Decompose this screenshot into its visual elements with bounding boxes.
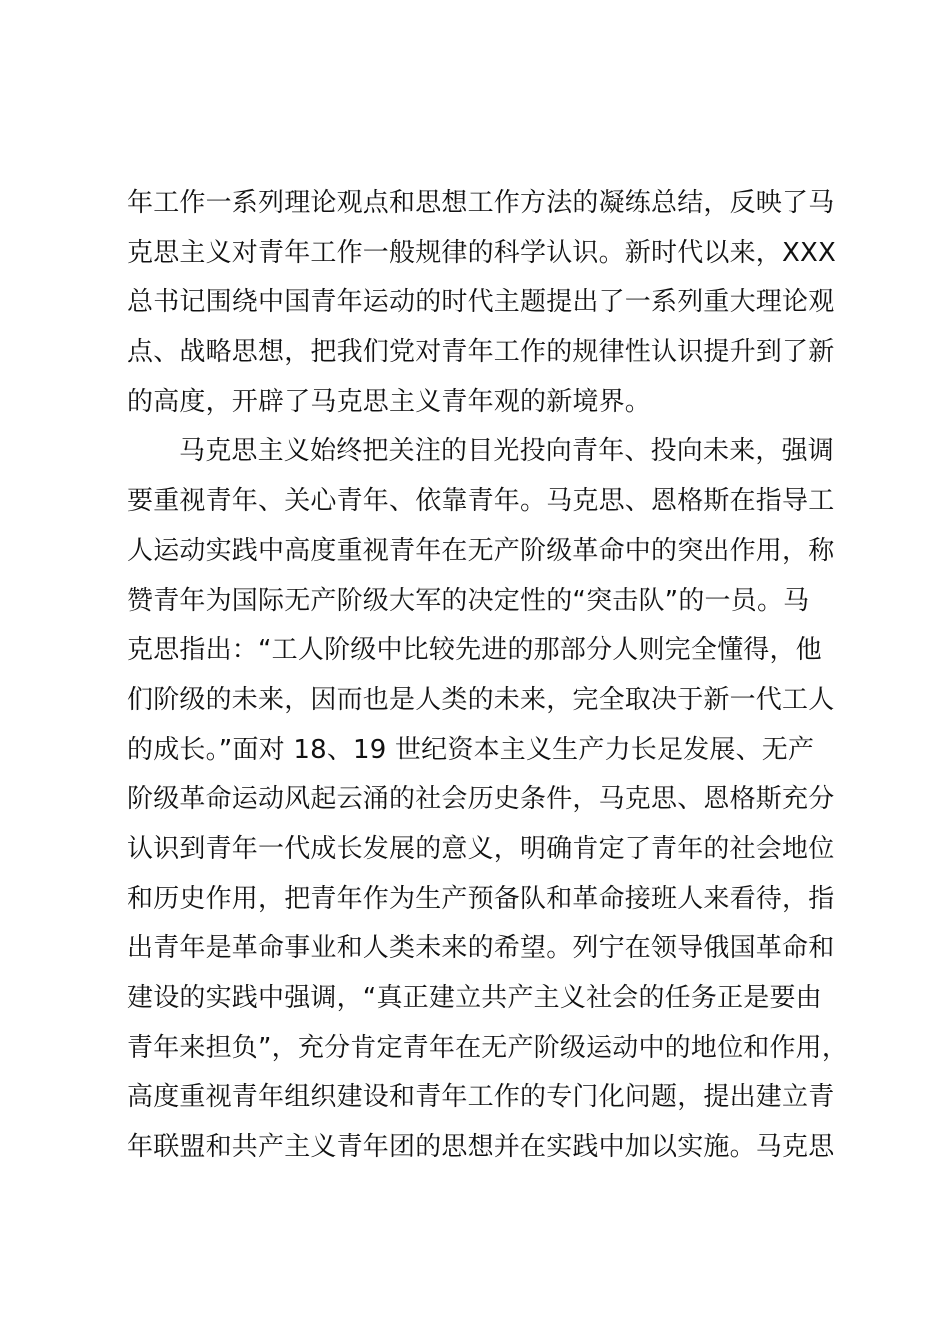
text-line: 赞青年为国际无产阶级大军的决定性的“突击队”的一员。马 <box>127 585 810 616</box>
text-line: 阶级革命运动风起云涌的社会历史条件，马克思、恩格斯充分 <box>127 784 835 815</box>
text-line: 点、战略思想，把我们党对青年工作的规律性认识提升到了新 <box>127 337 835 368</box>
text-line: 年工作一系列理论观点和思想工作方法的凝练总结，反映了马 <box>127 188 835 218</box>
text-line: 总书记围绕中国青年运动的时代主题提出了一系列重大理论观 <box>127 287 835 318</box>
text-line: 人运动实践中高度重视青年在无产阶级革命中的突出作用，称 <box>127 535 835 566</box>
text-line: 们阶级的未来，因而也是人类的未来，完全取决于新一代工人 <box>127 684 835 715</box>
text-line: 和历史作用，把青年作为生产预备队和革命接班人来看待，指 <box>127 883 835 914</box>
paragraph-1 <box>127 179 847 427</box>
body-text <box>127 179 847 1173</box>
text-line: 克思指出：“工人阶级中比较先进的那部分人则完全懂得，他 <box>127 635 822 666</box>
text-line: 认识到青年一代成长发展的意义，明确肯定了青年的社会地位 <box>127 833 835 864</box>
text-line: 建设的实践中强调，“真正建立共产主义社会的任务正是要由 <box>127 983 822 1013</box>
text-line: 年联盟和共产主义青年团的思想并在实践中加以实施。马克思 <box>127 1132 835 1163</box>
text-line: 马克思主义始终把关注的目光投向青年、投向未来，强调 <box>179 436 835 467</box>
paragraph-2 <box>127 427 847 1172</box>
text-line: 青年来担负”，充分肯定青年在无产阶级运动中的地位和作用， <box>127 1032 849 1063</box>
text-line: 克思主义对青年工作一般规律的科学认识。新时代以来，XXX <box>127 237 837 268</box>
text-line: 要重视青年、关心青年、依靠青年。马克思、恩格斯在指导工 <box>127 486 835 517</box>
text-line: 的高度，开辟了马克思主义青年观的新境界。 <box>127 386 652 417</box>
text-line: 出青年是革命事业和人类未来的希望。列宁在领导俄国革命和 <box>127 933 835 964</box>
text-line: 高度重视青年组织建设和青年工作的专门化问题，提出建立青 <box>127 1082 835 1113</box>
text-line: 的成长。”面对 18、19 世纪资本主义生产力长足发展、无产 <box>127 734 815 765</box>
